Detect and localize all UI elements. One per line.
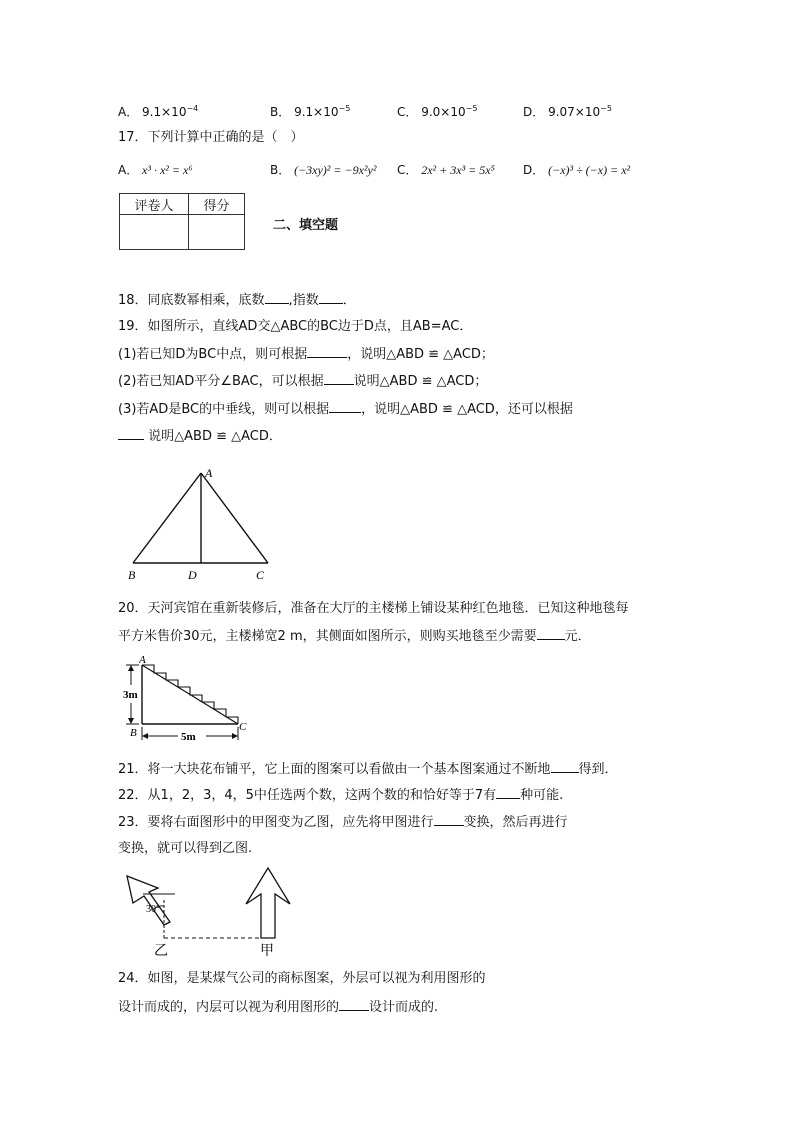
section-title: 二、填空题 — [273, 218, 339, 233]
q16-option-a: A． $9.1\times 10^{-4}$ — [118, 104, 199, 119]
score-table-score-cell[interactable] — [189, 215, 245, 250]
q19-sub-1: (1)若已知D为BC中点，则可根据 ，说明△ABD ≌ △ACD； — [118, 347, 494, 362]
score-table — [119, 193, 245, 250]
q19-intro: 19．如图所示，直线AD交△ABC的BC边于D点，且AB=AC． — [118, 319, 473, 334]
q24-blank[interactable] — [339, 998, 369, 1011]
q18-blank-1[interactable] — [265, 291, 289, 304]
q20-width-label: 5m — [181, 731, 196, 742]
q17-option-b: B． (−3xy)² = −9x²y² — [270, 163, 377, 177]
q19-sub-2: (2)若已知AD平分∠BAC，可以根据 说明△ABD ≌ △ACD； — [118, 374, 488, 389]
q19-triangle-figure — [122, 462, 282, 584]
q20-label-b: B — [130, 727, 137, 739]
q20-stair-figure — [115, 654, 255, 742]
q17-option-d: D． (−x)³ ÷ (−x) = x² — [523, 163, 631, 177]
q19-sub-3-cont: 说明△ABD ≌ △ACD． — [118, 427, 282, 446]
q23-question-cont: 变换，就可以得到乙图. — [118, 841, 253, 856]
q17-option-c: C． 2x² + 3x³ = 5x⁵ — [397, 163, 495, 177]
score-table-grader-cell[interactable] — [120, 215, 189, 250]
q23-label-jia: 甲 — [260, 944, 274, 959]
q22-question: 22．从1，2，3，4，5中任选两个数，这两个数的和恰好等于7有 种可能. — [118, 788, 564, 803]
q23-blank-1[interactable] — [434, 813, 464, 826]
score-table-header-grader: 评卷人 — [120, 194, 189, 215]
q18-blank-2[interactable] — [319, 291, 343, 304]
q19-blank-4[interactable] — [118, 427, 144, 440]
q19-sub-3: (3)若AD是BC的中垂线，则可以根据 ，说明△ABD ≌ △ACD，还可以根据 — [118, 402, 573, 417]
q19-label-c: C — [256, 568, 265, 582]
q16-option-b: B． $9.1\times 10^{-5}$ — [270, 104, 351, 119]
q19-blank-2[interactable] — [324, 372, 354, 385]
q20-label-a: A — [139, 654, 146, 666]
q23-label-yi: 乙 — [154, 944, 168, 959]
q20-label-c: C — [239, 721, 247, 733]
q17-option-a: A． x³ · x² = x⁶ — [118, 163, 193, 177]
q20-line-1: 20．天河宾馆在重新装修后，准备在大厅的主楼梯上铺设某种红色地毯．已知这种地毯每 — [118, 601, 629, 616]
q19-blank-1[interactable] — [307, 345, 347, 358]
q19-blank-3[interactable] — [329, 400, 361, 413]
q19-label-b: B — [128, 568, 136, 582]
q16-option-c: C． $9.0\times 10^{-5}$ — [397, 104, 478, 119]
q19-label-d: D — [188, 568, 197, 582]
q20-line-2: 平方米售价30元，主楼梯宽2 m，其侧面如图所示，则购买地毯至少需要 元． — [118, 629, 591, 644]
q20-height-label: 3m — [123, 689, 138, 701]
q23-arrows-figure — [120, 866, 305, 961]
q19-label-a: A — [205, 466, 213, 480]
q24-line-1: 24．如图，是某煤气公司的商标图案，外层可以视为利用图形的 — [118, 971, 486, 986]
q16-option-d: D． $9.07\times 10^{-5}$ — [523, 104, 612, 119]
q18-question: 18．同底数幂相乘，底数 ,指数 ． — [118, 293, 356, 308]
score-table-header-score: 得分 — [189, 194, 245, 215]
q21-blank[interactable] — [551, 760, 579, 773]
q22-blank[interactable] — [496, 786, 520, 799]
q20-blank[interactable] — [537, 627, 565, 640]
q23-angle-label: 30° — [146, 904, 160, 915]
q17-question: 17．下列计算中正确的是（ ） — [118, 130, 304, 145]
q21-question: 21．将一大块花布铺平，它上面的图案可以看做由一个基本图案通过不断地 得到． — [118, 762, 618, 777]
q24-line-2: 设计而成的，内层可以视为利用图形的 设计而成的. — [118, 1000, 439, 1015]
q23-question: 23．要将右面图形中的甲图变为乙图，应先将甲图进行 变换，然后再进行 — [118, 815, 568, 830]
